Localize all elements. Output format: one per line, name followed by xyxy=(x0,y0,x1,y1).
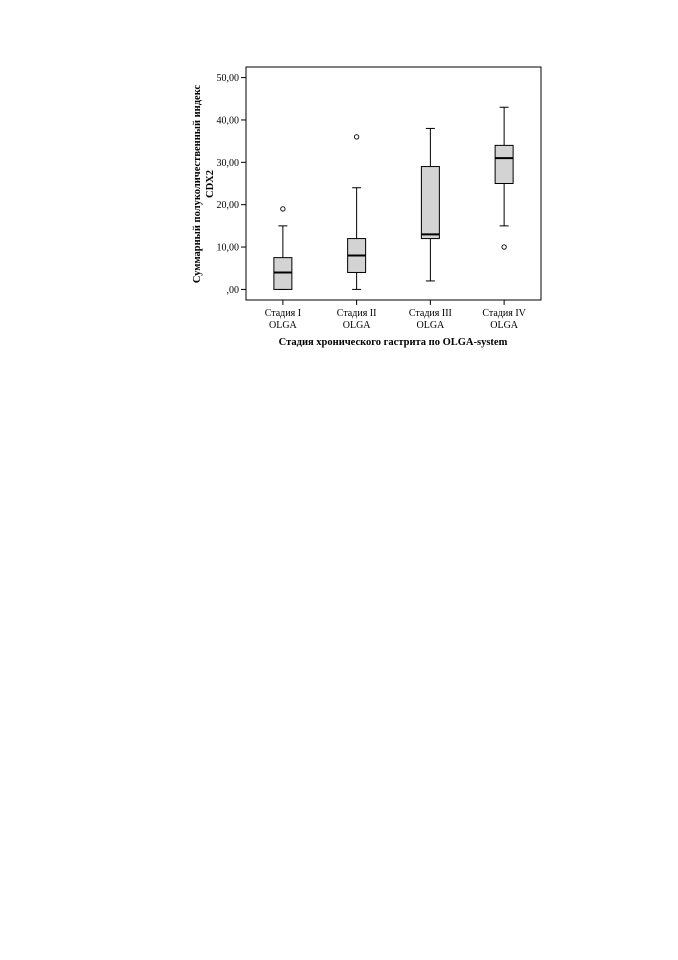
box-group xyxy=(348,135,366,290)
y-axis-title xyxy=(192,85,216,284)
y-axis-title-line-1: Суммарный полуколичественный индекс xyxy=(192,84,203,284)
x-axis-title: Стадия хронического гастрита по OLGA-system xyxy=(278,337,508,348)
x-tick-label: Стадия I xyxy=(264,308,302,319)
box-series xyxy=(274,107,513,289)
x-tick-label: Стадия II xyxy=(336,308,377,319)
box-group xyxy=(495,107,513,249)
y-axis xyxy=(217,73,247,296)
x-tick-label: OLGA xyxy=(416,320,445,331)
x-tick-label: OLGA xyxy=(342,320,371,331)
x-tick-label: OLGA xyxy=(490,320,519,331)
outlier-point xyxy=(281,207,285,211)
x-tick-label: OLGA xyxy=(268,320,297,331)
y-tick-label: 10,00 xyxy=(216,242,239,254)
y-tick-label: 50,00 xyxy=(216,73,239,85)
x-tick-label: Стадия IV xyxy=(482,308,526,319)
outlier-point xyxy=(354,135,358,139)
y-tick-label: 30,00 xyxy=(216,157,239,169)
y-axis-title-line-2: CDX2 xyxy=(205,170,216,198)
box-group xyxy=(274,207,292,290)
y-tick-label: 20,00 xyxy=(216,200,239,212)
y-tick-label: ,00 xyxy=(226,284,239,296)
box xyxy=(421,167,439,239)
x-tick-label: Стадия III xyxy=(408,308,452,319)
box xyxy=(495,145,513,183)
y-tick-label: 40,00 xyxy=(216,115,239,127)
box-group xyxy=(421,128,439,281)
outlier-point xyxy=(502,245,506,249)
box xyxy=(274,258,292,290)
x-axis xyxy=(265,300,527,331)
